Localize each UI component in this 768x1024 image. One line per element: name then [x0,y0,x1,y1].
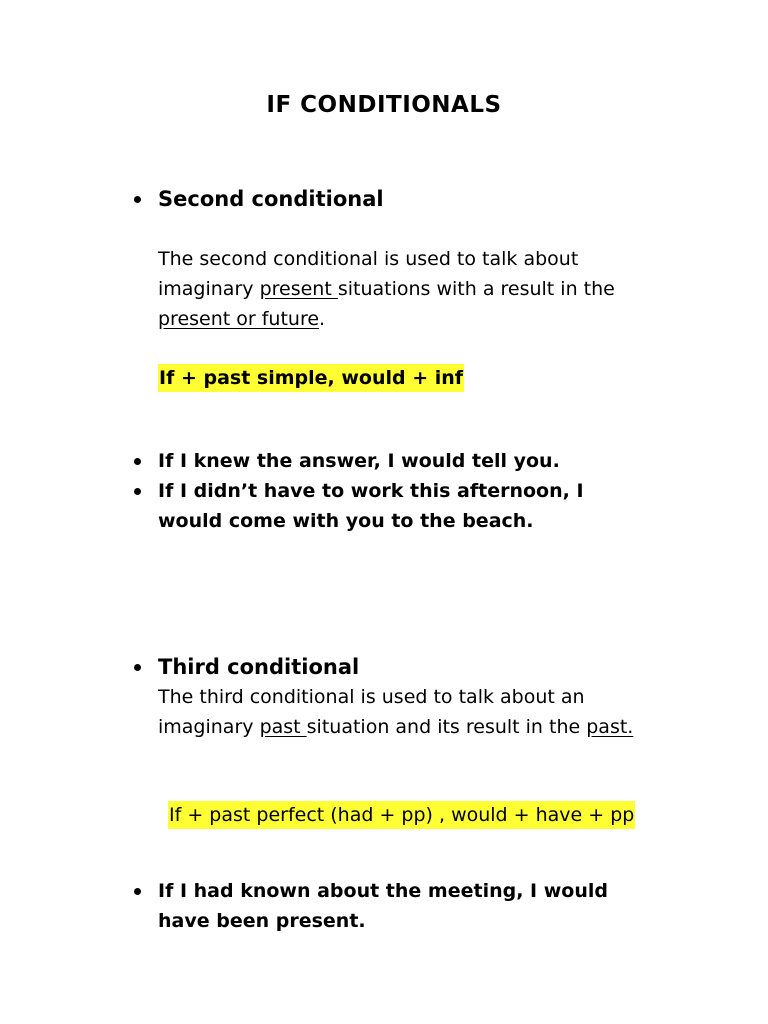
third-conditional-heading: Third conditional [158,655,360,679]
third-desc-part1: The third conditional is used to talk about an imaginary [158,686,585,738]
third-desc-part2: situation and its result in the [306,716,587,738]
second-desc-part2: situations with a result in the [337,278,615,300]
third-desc-underline-past: past [259,716,307,738]
bullet-icon [134,196,141,203]
third-desc-underline-past-end: past. [586,716,634,738]
third-conditional-description [158,682,638,742]
second-conditional-heading: Second conditional [158,187,384,211]
bullet-icon [134,488,141,495]
third-example-1: If I had known about the meeting, I would have been present. [158,880,608,932]
bullet-icon [134,888,141,895]
second-conditional-description [158,244,638,334]
second-desc-underline-present-future: present or future [158,308,320,330]
page-title: IF CONDITIONALS [266,92,502,118]
second-desc-part1: The second conditional is used to talk about imaginary [158,248,579,300]
second-desc-part3: . [319,308,326,330]
bullet-icon [134,458,141,465]
second-desc-underline-present: present [259,278,338,300]
bullet-icon [134,664,141,671]
second-example-2: If I didn’t have to work this afternoon, I would come with you to the beach. [158,480,584,532]
third-conditional-formula: If + past perfect (had + pp) , would + have + pp [168,801,635,829]
second-example-1: If I knew the answer, I would tell you. [158,450,560,472]
second-conditional-formula: If + past simple, would + inf [158,364,464,392]
